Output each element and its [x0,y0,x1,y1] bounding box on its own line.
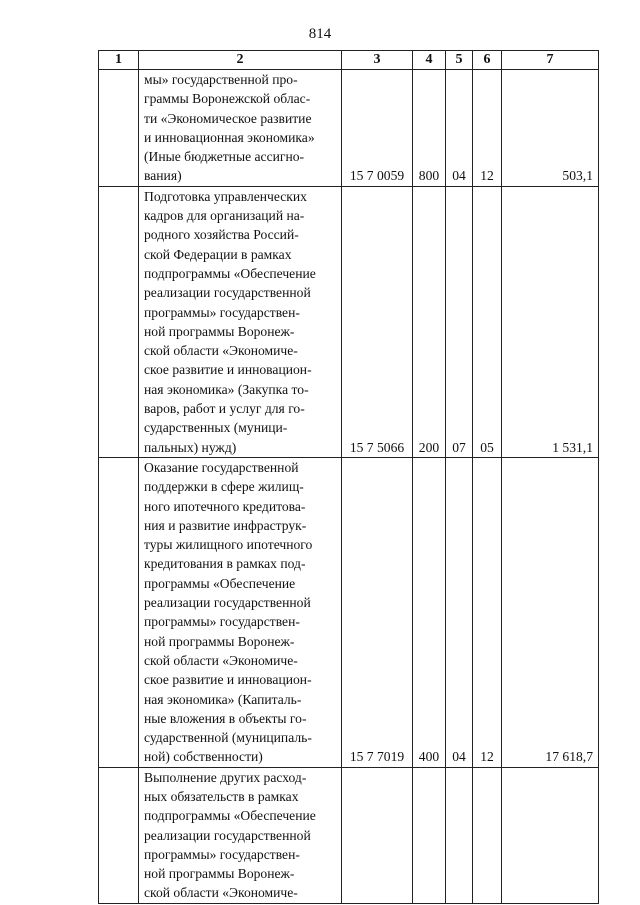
description-line: ской области «Экономиче- [144,343,298,359]
description-line: ных обязательств в рамках [144,788,299,804]
header-col-5: 5 [446,51,473,70]
section-code-cell: 07 [446,186,473,457]
description-line: кредитования в рамках под- [144,556,306,572]
header-col-4: 4 [413,51,446,70]
table-row [99,767,599,903]
description-line: Оказание государственной [144,459,299,475]
description-line: подпрограммы «Обеспечение [144,265,316,281]
description-line: программы» государствен- [144,304,300,320]
row-number-cell [99,70,139,187]
description-line: Выполнение других расход- [144,769,307,785]
row-number-cell [99,186,139,457]
description-line: поддержки в сфере жилищ- [144,479,304,495]
description-line: туры жилищного ипотечного [144,537,313,553]
description-line: реализации государственной [144,285,311,301]
description-line: ной) собственности) [144,749,263,765]
description-line: ные вложения в объекты го- [144,710,307,726]
header-col-6: 6 [473,51,502,70]
section-code-cell: 04 [446,457,473,767]
target-article-code-cell [342,767,413,903]
description-line: ской области «Экономиче- [144,652,298,668]
description-line: Подготовка управленческих [144,188,307,204]
target-article-code-cell: 15 7 0059 [342,70,413,187]
description-line: реализации государственной [144,827,311,843]
description-line: ской Федерации в рамках [144,246,292,262]
amount-cell [502,767,599,903]
table-row [99,70,599,187]
description-line: ния и развитие инфраструк- [144,517,307,533]
description-line: варов, работ и услуг для го- [144,401,305,417]
description-line: программы» государствен- [144,846,300,862]
expense-type-code-cell: 400 [413,457,446,767]
table-body [99,70,599,904]
description-line: подпрограммы «Обеспечение [144,808,316,824]
target-article-code-cell: 15 7 5066 [342,186,413,457]
description-line: пальных) нужд) [144,439,237,455]
description-line: (Иные бюджетные ассигно- [144,149,305,165]
row-number-cell [99,767,139,903]
header-col-2: 2 [139,51,342,70]
header-col-3: 3 [342,51,413,70]
description-line: граммы Воронежской облас- [144,91,311,107]
table-row [99,457,599,767]
description-line: ти «Экономическое развитие [144,110,312,126]
description-line: сударственной (муниципаль- [144,730,312,746]
row-number-cell [99,457,139,767]
description-line: программы «Обеспечение [144,575,296,591]
description-line: ной программы Воронеж- [144,633,295,649]
expense-type-code-cell: 200 [413,186,446,457]
expense-type-code-cell [413,767,446,903]
description-line: ная экономика» (Закупка то- [144,381,309,397]
description-line: мы» государственной про- [144,72,298,87]
subsection-code-cell [473,767,502,903]
description-line: ного ипотечного кредитова- [144,498,306,514]
amount-cell: 1 531,1 [502,186,599,457]
description-cell [139,767,342,903]
description-line: ная экономика» (Капиталь- [144,691,302,707]
table-header-row [99,51,599,70]
description-cell [139,186,342,457]
expense-type-code-cell: 800 [413,70,446,187]
description-line: и инновационная экономика» [144,129,315,145]
description-line: вания) [144,168,182,184]
header-col-1: 1 [99,51,139,70]
section-code-cell: 04 [446,70,473,187]
description-line: ной программы Воронеж- [144,866,295,882]
description-line: программы» государствен- [144,614,300,630]
subsection-code-cell: 12 [473,70,502,187]
description-line: ское развитие и инновацион- [144,672,312,688]
description-line: реализации государственной [144,595,311,611]
description-line: ской области «Экономиче- [144,885,298,901]
page-number: 814 [308,26,332,42]
subsection-code-cell: 05 [473,186,502,457]
description-line: ское развитие и инновацион- [144,362,312,378]
table-row [99,186,599,457]
header-col-7: 7 [502,51,599,70]
description-line: кадров для организаций на- [144,208,305,224]
amount-cell: 503,1 [502,70,599,187]
subsection-code-cell: 12 [473,457,502,767]
description-line: сударственных (муници- [144,420,288,436]
description-line: родного хозяйства Россий- [144,227,299,243]
budget-table [98,50,599,904]
description-line: ной программы Воронеж- [144,323,295,339]
target-article-code-cell: 15 7 7019 [342,457,413,767]
amount-cell: 17 618,7 [502,457,599,767]
section-code-cell [446,767,473,903]
description-cell [139,457,342,767]
description-cell [139,70,342,187]
